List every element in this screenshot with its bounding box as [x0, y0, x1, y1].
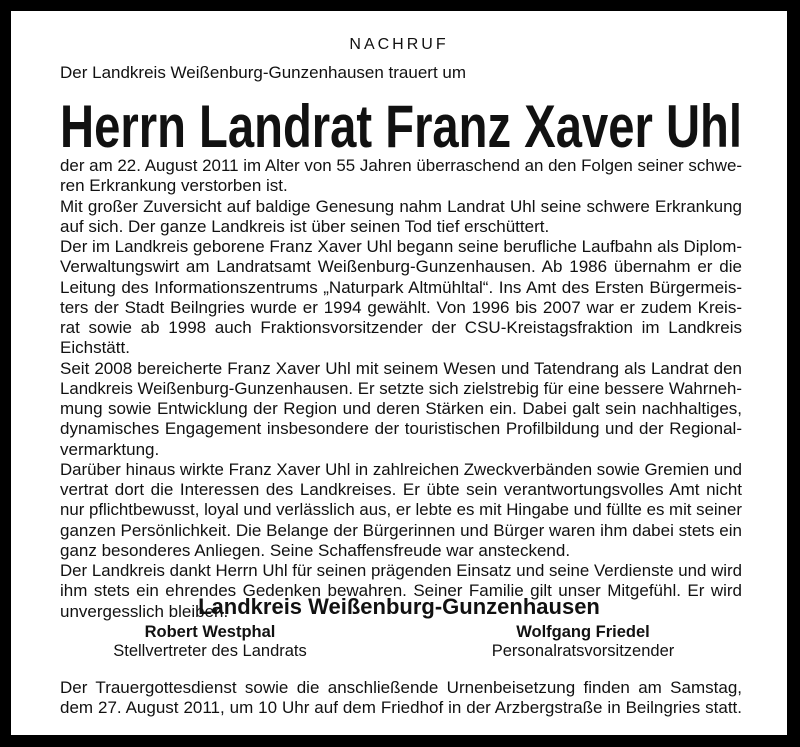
- paragraph-line: [60, 217, 742, 237]
- notice-kicker: NACHRUF: [349, 36, 449, 53]
- paragraph-line: [60, 278, 742, 298]
- signer-name: Wolfgang Friedel: [516, 623, 650, 641]
- paragraph-line: [60, 480, 742, 500]
- deceased-name-title: [60, 95, 742, 159]
- signer-role: Stellvertreter des Landrats: [113, 642, 307, 660]
- line-text: ganzen Persönlichkeit. Die Belange der Bürgerinnen und Bürger waren ihm dabei stets ein: [60, 520, 742, 540]
- title-text: Herrn Landrat Franz Xaver Uhl: [60, 93, 742, 160]
- paragraph-line: [60, 561, 742, 581]
- paragraph-line: [60, 541, 742, 561]
- signature-left: [60, 623, 360, 661]
- line-text: ren Erkrankung verstorben ist.: [60, 176, 288, 196]
- paragraph-line: [60, 521, 742, 541]
- paragraph-line: [60, 399, 742, 419]
- line-text: ters der Stadt Beilngries wurde er 1994 gewählt. Von 1996 bis 2007 war er zudem Kreis-: [60, 297, 742, 317]
- line-text: Mit großer Zuversicht auf baldige Genesung nahm Landrat Uhl seine schwere Erkrankung: [60, 196, 742, 216]
- service-line: [60, 698, 742, 718]
- line-text: vermarktung.: [60, 439, 160, 459]
- paragraph-line: [60, 419, 742, 439]
- line-text: Der im Landkreis geborene Franz Xaver Uhl begann seine berufliche Laufbahn als Diplom-: [60, 237, 742, 256]
- paragraph-line: [60, 176, 742, 196]
- organization-name: Landkreis Weißenburg-Gunzenhausen: [198, 594, 600, 619]
- line-text: ganz besonderes Anliegen. Seine Schaffensfreude war ansteckend.: [60, 540, 571, 560]
- line-text: mung sowie Entwicklung der Region und deren Stärken ein. Dabei galt sein nachhaltiges,: [60, 399, 742, 418]
- signature-right: [433, 623, 733, 661]
- obituary-notice: [11, 11, 787, 735]
- line-text: auf sich. Der ganze Landkreis ist über seinen Tod tief erschüttert.: [60, 216, 550, 236]
- paragraph-line: [60, 237, 742, 257]
- service-line: [60, 678, 742, 698]
- paragraph-line: [60, 298, 742, 318]
- line-text: Landkreis Weißenburg-Gunzenhausen. Er setzte sich zielstrebig für eine bessere Wahrneh-: [60, 378, 742, 398]
- funeral-service-info: [60, 678, 742, 719]
- paragraph-line: [60, 257, 742, 277]
- paragraph-line: [60, 500, 742, 520]
- line-text: Verwaltungswirt am Landratsamt Weißenburg-Gunzenhausen. Ab 1986 übernahm er die: [60, 257, 742, 277]
- intro-line: Der Landkreis Weißenburg-Gunzenhausen trauert um: [60, 63, 467, 82]
- paragraph-line: [60, 338, 742, 358]
- signer-role: Personalratsvorsitzender: [491, 642, 675, 660]
- line-text: nur pflichtbewusst, loyal und verlässlich aus, er lebte es mit Hingabe und füllte es mit seiner: [60, 500, 742, 520]
- line-text: Seit 2008 bereicherte Franz Xaver Uhl mit seinem Wesen und Tatendrang als Landrat den: [60, 358, 742, 378]
- paragraph-line: [60, 197, 742, 217]
- obituary-body: [60, 156, 742, 622]
- line-text: Leitung des Informationszentrums „Naturpark Altmühltal“. Ins Amt des Ersten Bürgermeis-: [60, 277, 742, 297]
- line-text: rat sowie ab 1998 auch Fraktionsvorsitzender der CSU-Kreistagsfraktion im Landkreis: [60, 318, 742, 337]
- line-text: vertrat dort die Interessen des Landkreises. Er übte sein verantwortungsvolles Amt nicht: [60, 480, 742, 499]
- line-text: ihm stets ein ehrendes Gedenken bewahren. Seiner Familie gilt unser Mitgefühl. Er wird: [60, 581, 742, 601]
- paragraph-line: [60, 359, 742, 379]
- line-text: Der Trauergottesdienst sowie die anschließende Urnenbeisetzung finden am Samstag,: [60, 678, 742, 697]
- paragraph-line: [60, 156, 742, 176]
- paragraph-line: [60, 379, 742, 399]
- line-text: Der Landkreis dankt Herrn Uhl für seinen prägenden Einsatz und seine Verdienste und wird: [60, 561, 742, 580]
- paragraph-line: [60, 460, 742, 480]
- line-text: Eichstätt.: [60, 338, 130, 358]
- paragraph-line: [60, 440, 742, 460]
- line-text: dem 27. August 2011, um 10 Uhr auf dem Friedhof in der Arzbergstraße in Beilngries statt.: [60, 698, 742, 718]
- line-text: dynamisches Engagement insbesondere der touristischen Profilbildung und der Regional-: [60, 419, 742, 439]
- line-text: Darüber hinaus wirkte Franz Xaver Uhl in zahlreichen Zweckverbänden sowie Gremien und: [60, 459, 742, 479]
- signer-name: Robert Westphal: [144, 623, 276, 641]
- line-text: der am 22. August 2011 im Alter von 55 Jahren überraschend an den Folgen seiner schwe-: [60, 156, 742, 175]
- paragraph-line: [60, 318, 742, 338]
- line-text: unvergesslich bleiben.: [60, 601, 229, 621]
